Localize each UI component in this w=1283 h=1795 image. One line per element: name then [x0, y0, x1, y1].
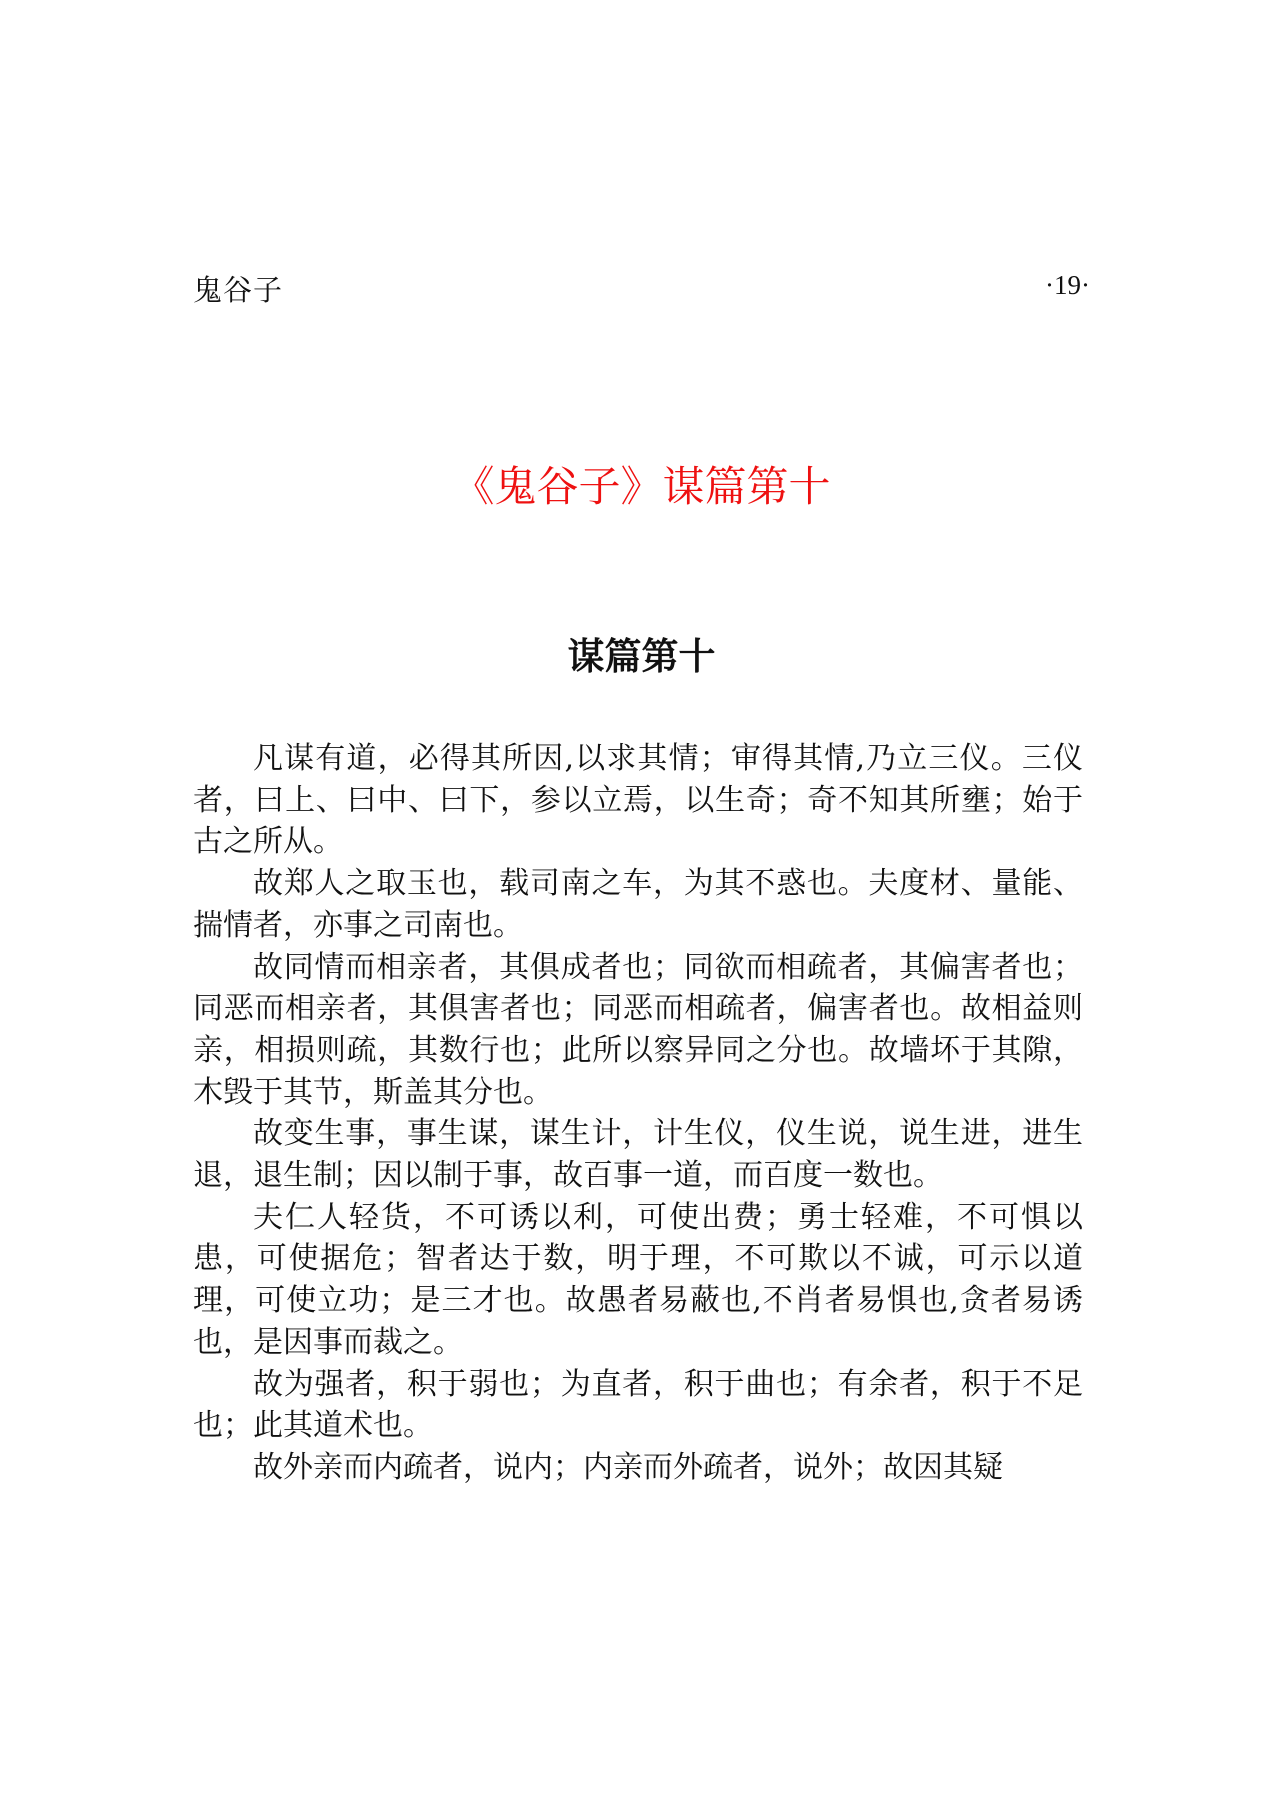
section-title: 谋篇第十 [567, 635, 716, 678]
page-number: ·19· [1045, 270, 1090, 300]
paragraph: 凡谋有道，必得其所因,以求其情；审得其情,乃立三仪。三仪者，曰上、曰中、曰下，参以立焉，以生奇；奇不知其所壅；始于古之所从。 [193, 741, 1083, 860]
running-header-book-name: 鬼谷子 [193, 273, 284, 307]
paragraph: 故郑人之取玉也，载司南之车，为其不惑也。夫度材、量能、揣情者，亦事之司南也。 [193, 866, 1083, 943]
paragraph: 故同情而相亲者，其俱成者也；同欲而相疏者，其偏害者也；同恶而相亲者，其俱害者也；同恶而相疏者，偏害者也。故相益则亲，相损则疏，其数行也；此所以察异同之分也。故墙坏于其隙，木毁于其节，斯盖其分也。 [193, 949, 1083, 1110]
chapter-title: 《鬼谷子》谋篇第十 [452, 462, 831, 511]
paragraph: 夫仁人轻货，不可诱以利，可使出费；勇士轻难，不可惧以患，可使据危；智者达于数，明于理，不可欺以不诚，可示以道理，可使立功；是三才也。故愚者易蔽也,不肖者易惧也,贪者易诱也，是因事而裁之。 [193, 1199, 1083, 1360]
paragraph: 故外亲而内疏者，说内；内亲而外疏者，说外；故因其疑 [253, 1449, 1003, 1485]
paragraph: 故为强者，积于弱也；为直者，积于曲也；有余者，积于不足也；此其道术也。 [193, 1366, 1083, 1444]
body-text [193, 738, 1083, 1489]
page-header [193, 268, 1090, 312]
paragraph: 故变生事，事生谋，谋生计，计生仪，仪生说，说生进，进生退，退生制；因以制于事，故百事一道，而百度一数也。 [193, 1116, 1083, 1194]
